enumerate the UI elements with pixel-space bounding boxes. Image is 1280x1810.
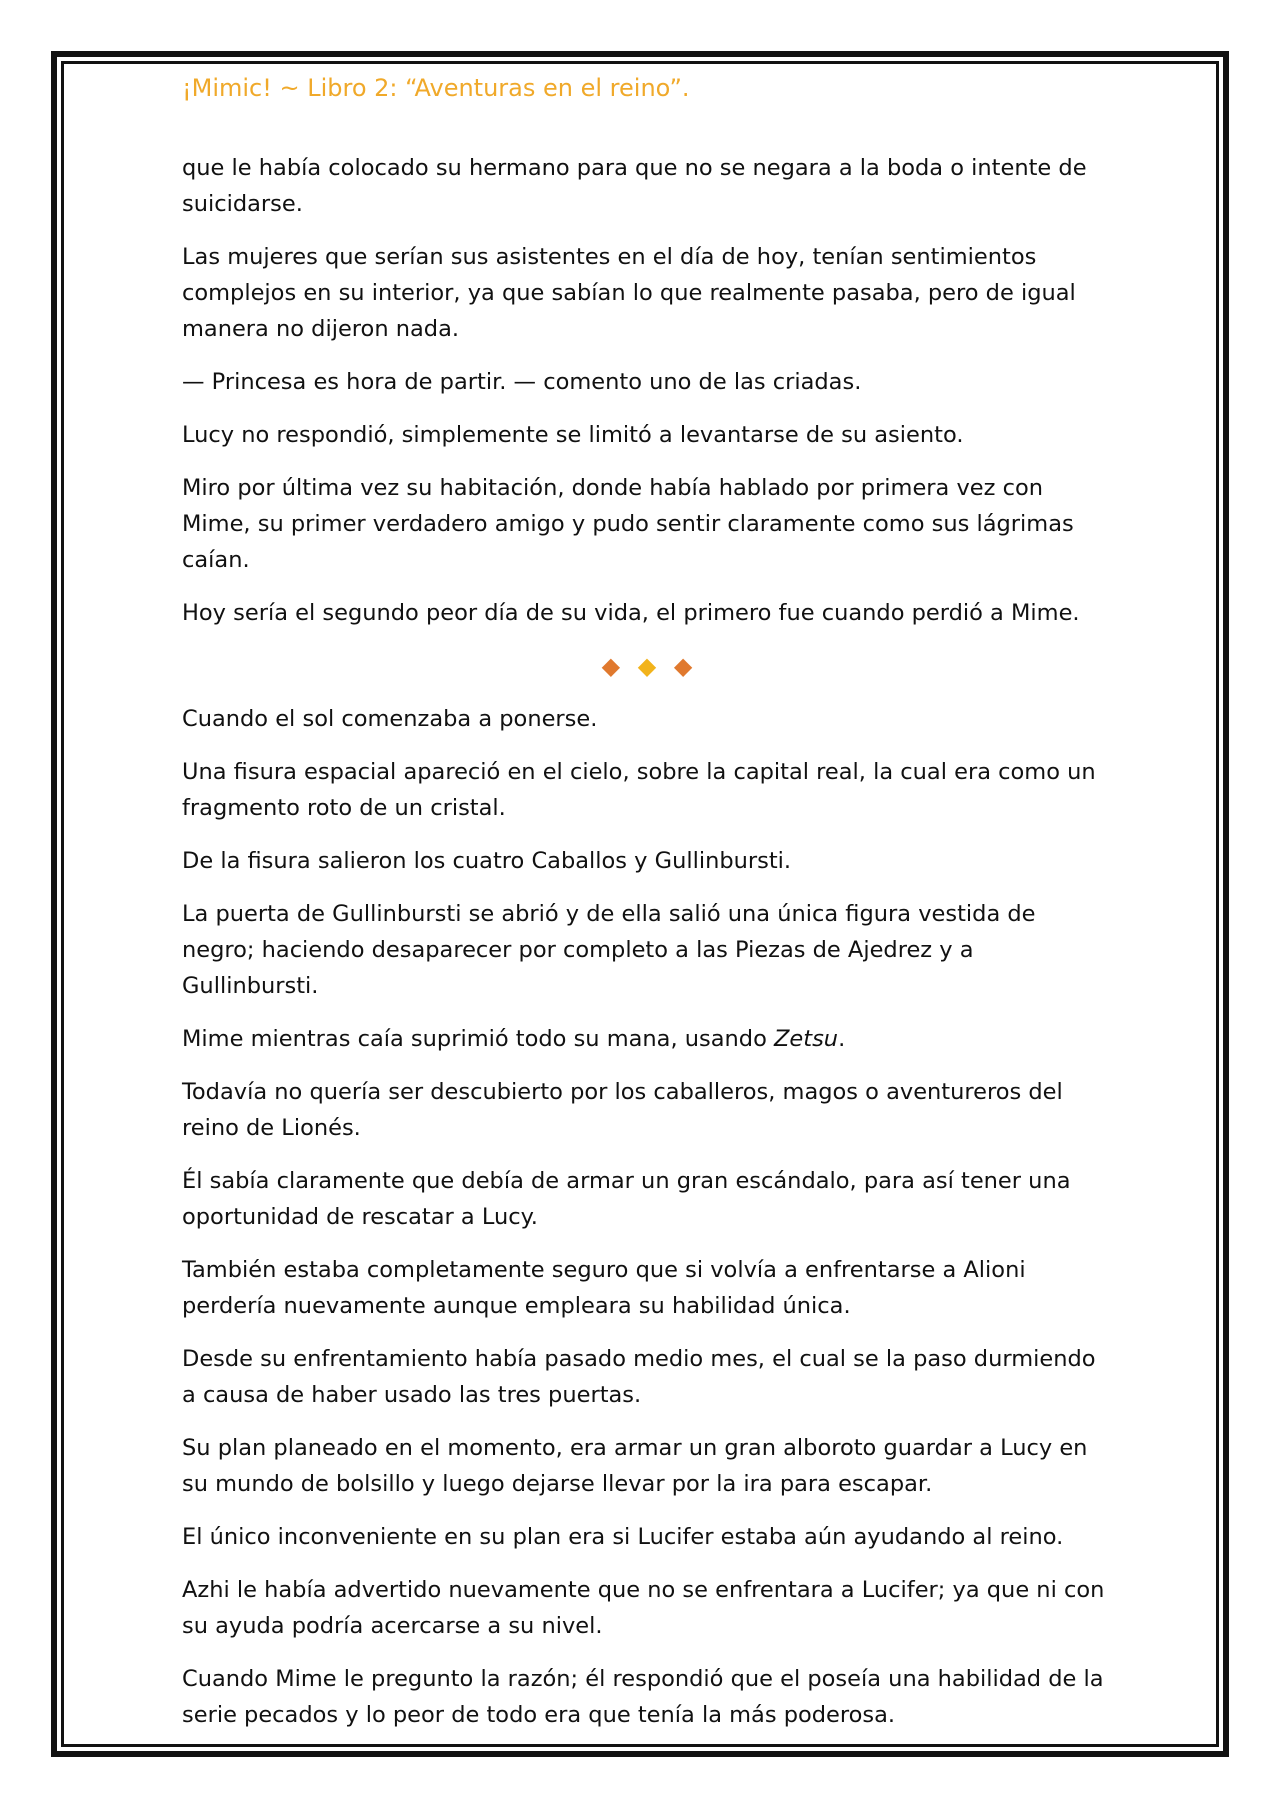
diamond-icon: ◆ <box>673 652 693 680</box>
paragraph: Azhi le había advertido nuevamente que no se enfrentara a Lucifer; ya que ni con su ayuda podría acercarse a su nivel. <box>182 1577 1105 1639</box>
italic-term: Zetsu <box>774 1026 839 1052</box>
paragraph: Él sabía claramente que debía de armar un gran escándalo, para así tener una oportunidad de rescatar a Lucy. <box>182 1168 1071 1230</box>
scene-break-divider <box>182 648 1112 684</box>
paragraph: Cuando Mime le pregunto la razón; él respondió que el poseía una habilidad de la serie pecados y lo peor de todo era que tenía la más poderosa. <box>182 1666 1104 1728</box>
paragraph: Todavía no quería ser descubierto por los caballeros, magos o aventureros del reino de Lionés. <box>182 1079 1063 1141</box>
paragraph: También estaba completamente seguro que si volvía a enfrentarse a Alioni perdería nuevamente aunque empleara su habilidad única. <box>182 1257 1026 1319</box>
text-run: . <box>838 1026 846 1052</box>
paragraph: Las mujeres que serían sus asistentes en el día de hoy, tenían sentimientos complejos en su interior, ya que sabían lo que realmente pasaba, pero de igual manera no dijeron nada. <box>182 244 1076 342</box>
paragraph: que le había colocado su hermano para que no se negara a la boda o intente de suicidarse. <box>182 155 1087 217</box>
paragraph: Lucy no respondió, simplemente se limitó a levantarse de su asiento. <box>182 422 964 448</box>
diamond-icon: ◆ <box>637 652 657 680</box>
paragraph: El único inconveniente en su plan era si Lucifer estaba aún ayudando al reino. <box>182 1524 1064 1550</box>
dialogue-paragraph: — Princesa es hora de partir. — comento uno de las criadas. <box>182 369 862 395</box>
running-header: ¡Mimic! ~ Libro 2: “Aventuras en el reino”. <box>182 74 690 102</box>
paragraph: Desde su enfrentamiento había pasado medio mes, el cual se la paso durmiendo a causa de haber usado las tres puertas. <box>182 1346 1096 1408</box>
paragraph: Su plan planeado en el momento, era armar un gran alboroto guardar a Lucy en su mundo de bolsillo y luego dejarse llevar por la ira para escapar. <box>182 1435 1088 1497</box>
paragraph: Hoy sería el segundo peor día de su vida, el primero fue cuando perdió a Mime. <box>182 600 1080 626</box>
paragraph: Cuando el sol comenzaba a ponerse. <box>182 706 598 732</box>
diamond-icon: ◆ <box>601 652 621 680</box>
paragraph: Miro por última vez su habitación, donde había hablado por primera vez con Mime, su primer verdadero amigo y pudo sentir claramente como sus lágrimas caían. <box>182 475 1074 573</box>
paragraph-zetsu <box>182 1021 1112 1057</box>
paragraph: La puerta de Gullinbursti se abrió y de ella salió una única figura vestida de negro; haciendo desaparecer por completo a las Piezas de Ajedrez y a Gullinbursti. <box>182 901 1036 999</box>
text-run: Mime mientras caía suprimió todo su mana, usando <box>182 1026 774 1052</box>
paragraph: Una fisura espacial apareció en el cielo, sobre la capital real, la cual era como un fragmento roto de un cristal. <box>182 759 1096 821</box>
paragraph: De la fisura salieron los cuatro Caballos y Gullinbursti. <box>182 848 792 874</box>
chapter-body <box>182 150 1112 1750</box>
